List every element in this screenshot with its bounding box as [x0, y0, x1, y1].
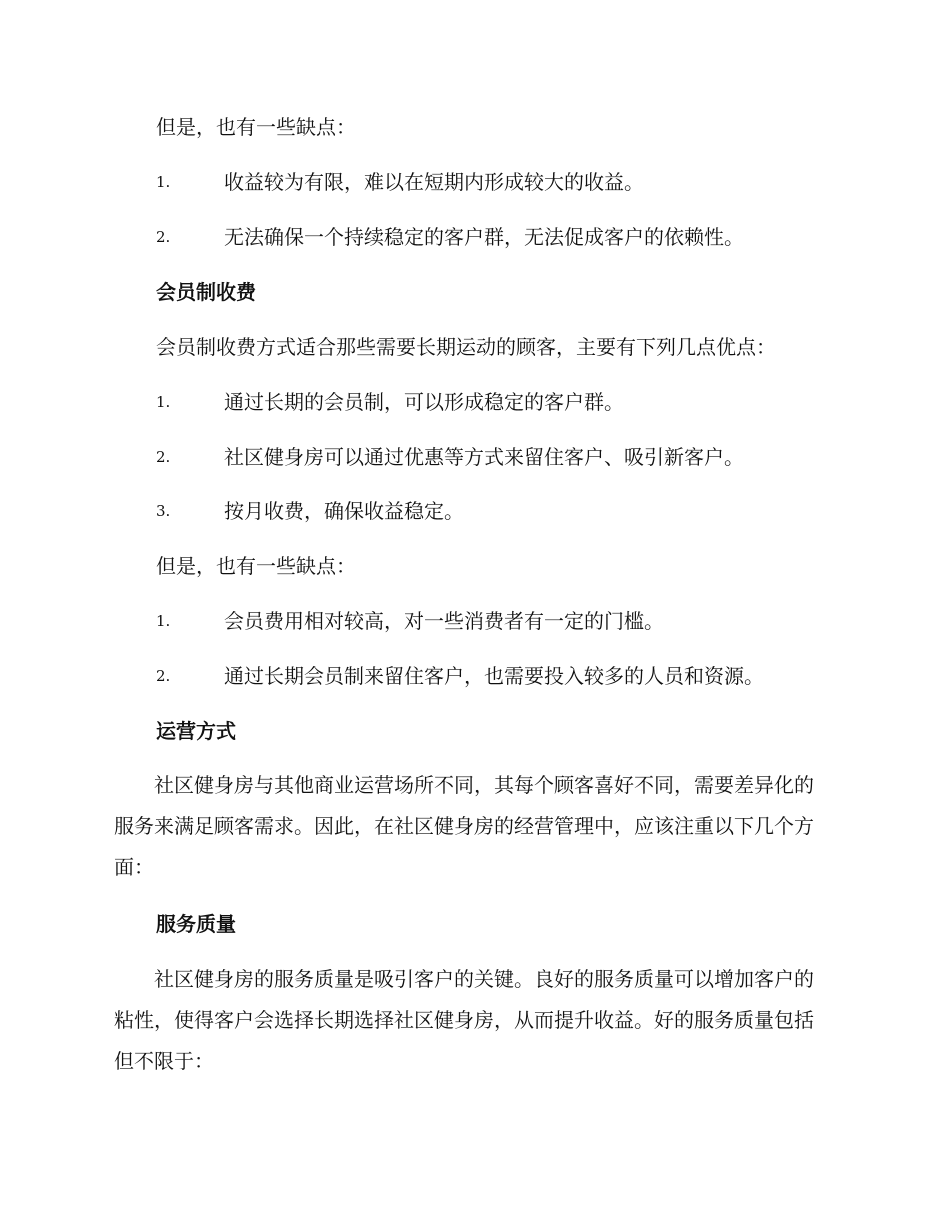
list-text: 通过长期会员制来留住客户，也需要投入较多的人员和资源。 [224, 664, 764, 688]
paragraph-service-quality: 社区健身房的服务质量是吸引客户的关键。良好的服务质量可以增加客户的粘性，使得客户会选择长期选择社区健身房，从而提升收益。好的服务质量包括但不限于： [114, 967, 814, 1073]
paragraph-operations: 社区健身房与其他商业运营场所不同，其每个顾客喜好不同，需要差异化的服务来满足顾客需求。因此，在社区健身房的经营管理中，应该注重以下几个方面： [114, 773, 814, 879]
list-number: 2. [156, 667, 171, 685]
list-number: 1. [156, 393, 171, 411]
section-heading-operations: 运营方式 [156, 719, 236, 743]
list-text: 按月收费，确保收益稳定。 [224, 499, 464, 523]
list-item [156, 601, 832, 642]
list-item [156, 437, 832, 478]
list-text: 通过长期的会员制，可以形成稳定的客户群。 [224, 390, 624, 414]
list-text: 收益较为有限，难以在短期内形成较大的收益。 [224, 170, 644, 194]
list-number: 1. [156, 173, 171, 191]
list-item [156, 382, 832, 423]
paragraph-membership-intro: 会员制收费方式适合那些需要长期运动的顾客，主要有下列几点优点： [156, 335, 776, 359]
list-number: 2. [156, 228, 171, 246]
section-heading-service-quality: 服务质量 [156, 912, 236, 936]
list-item [156, 217, 832, 258]
section-heading-membership: 会员制收费 [156, 280, 256, 304]
list-number: 1. [156, 612, 171, 630]
list-text: 会员费用相对较高，对一些消费者有一定的门槛。 [224, 609, 664, 633]
list-text: 无法确保一个持续稳定的客户群，无法促成客户的依赖性。 [224, 225, 744, 249]
list-item [156, 162, 832, 203]
paragraph-disadvantages-intro-1: 但是，也有一些缺点： [156, 115, 356, 139]
paragraph-disadvantages-intro-2: 但是，也有一些缺点： [156, 554, 356, 578]
list-number: 3. [156, 502, 171, 520]
list-item [156, 656, 832, 697]
list-item [156, 491, 832, 532]
list-number: 2. [156, 448, 171, 466]
list-text: 社区健身房可以通过优惠等方式来留住客户、吸引新客户。 [224, 445, 744, 469]
